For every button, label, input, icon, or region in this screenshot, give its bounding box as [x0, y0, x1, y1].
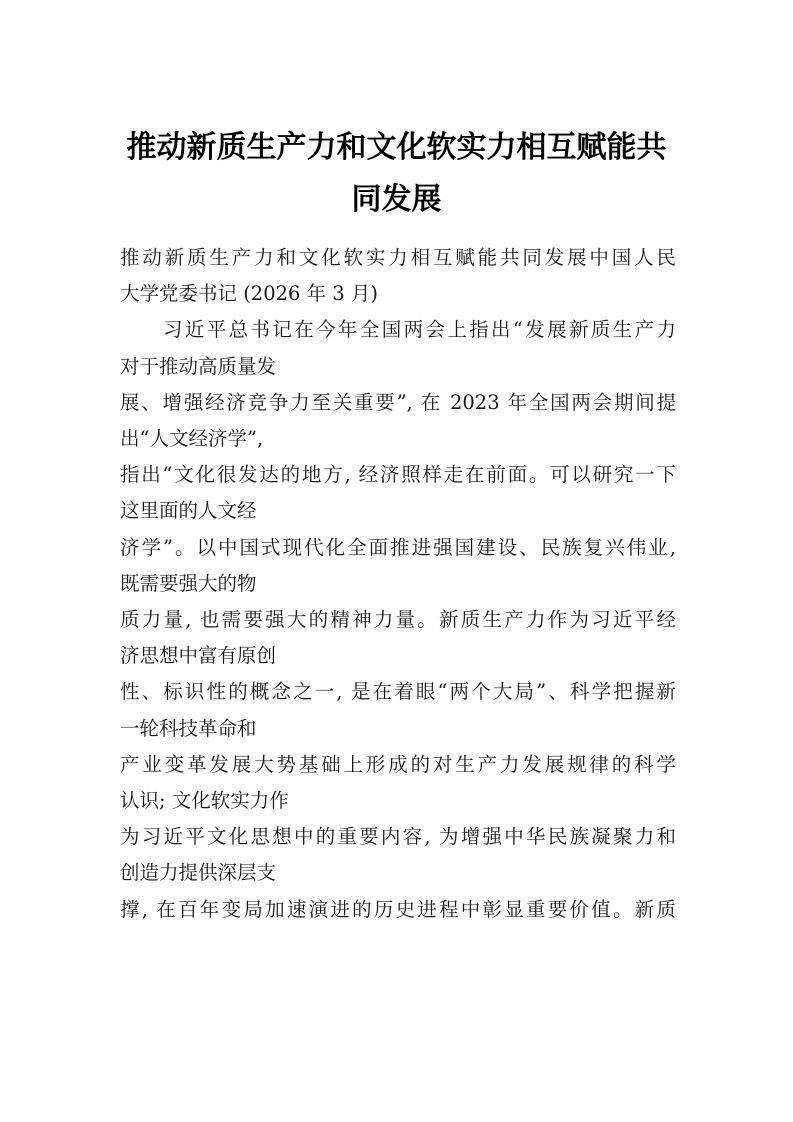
body-line: 对于推动高质量发: [120, 354, 277, 378]
body-line: 为习近平文化思想中的重要内容, 为增强中华民族凝聚力和: [120, 825, 676, 849]
body-line: 济思想中富有原创: [120, 644, 277, 668]
body-line: 创造力提供深层支: [120, 861, 277, 885]
document-body: [120, 240, 676, 928]
body-line: 指出“文化很发达的地方, 经济照样走在前面。可以研究一下: [120, 463, 676, 487]
body-line: 展、增强经济竞争力至关重要”, 在 2023 年全国两会期间提: [120, 390, 676, 414]
body-line: 认识; 文化软实力作: [120, 789, 289, 813]
body-line: 出“人文经济学”,: [120, 427, 264, 451]
body-line: 性、标识性的概念之一, 是在着眼“两个大局”、科学把握新: [120, 680, 676, 704]
body-line: 习近平总书记在今年全国两会上指出“发展新质生产力: [163, 318, 676, 342]
body-line: 质力量, 也需要强大的精神力量。新质生产力作为习近平经: [120, 608, 676, 632]
body-line: 大学党委书记 (2026 年 3 月): [120, 282, 379, 306]
body-line: 这里面的人文经: [120, 499, 257, 523]
body-line: 推动新质生产力和文化软实力相互赋能共同发展中国人民: [120, 246, 676, 269]
body-line: 既需要强大的物: [120, 571, 257, 595]
body-line: 济学”。以中国式现代化全面推进强国建设、民族复兴伟业,: [120, 535, 676, 559]
title-line: 推动新质生产力和文化软实力相互赋能共: [126, 130, 667, 165]
body-line: 产业变革发展大势基础上形成的对生产力发展规律的科学: [120, 752, 676, 776]
document-title: [120, 122, 673, 226]
body-line: 撑, 在百年变局加速演进的历史进程中彰显重要价值。新质: [120, 897, 676, 921]
title-line: 同发展: [351, 182, 442, 217]
body-line: 一轮科技革命和: [120, 716, 257, 740]
